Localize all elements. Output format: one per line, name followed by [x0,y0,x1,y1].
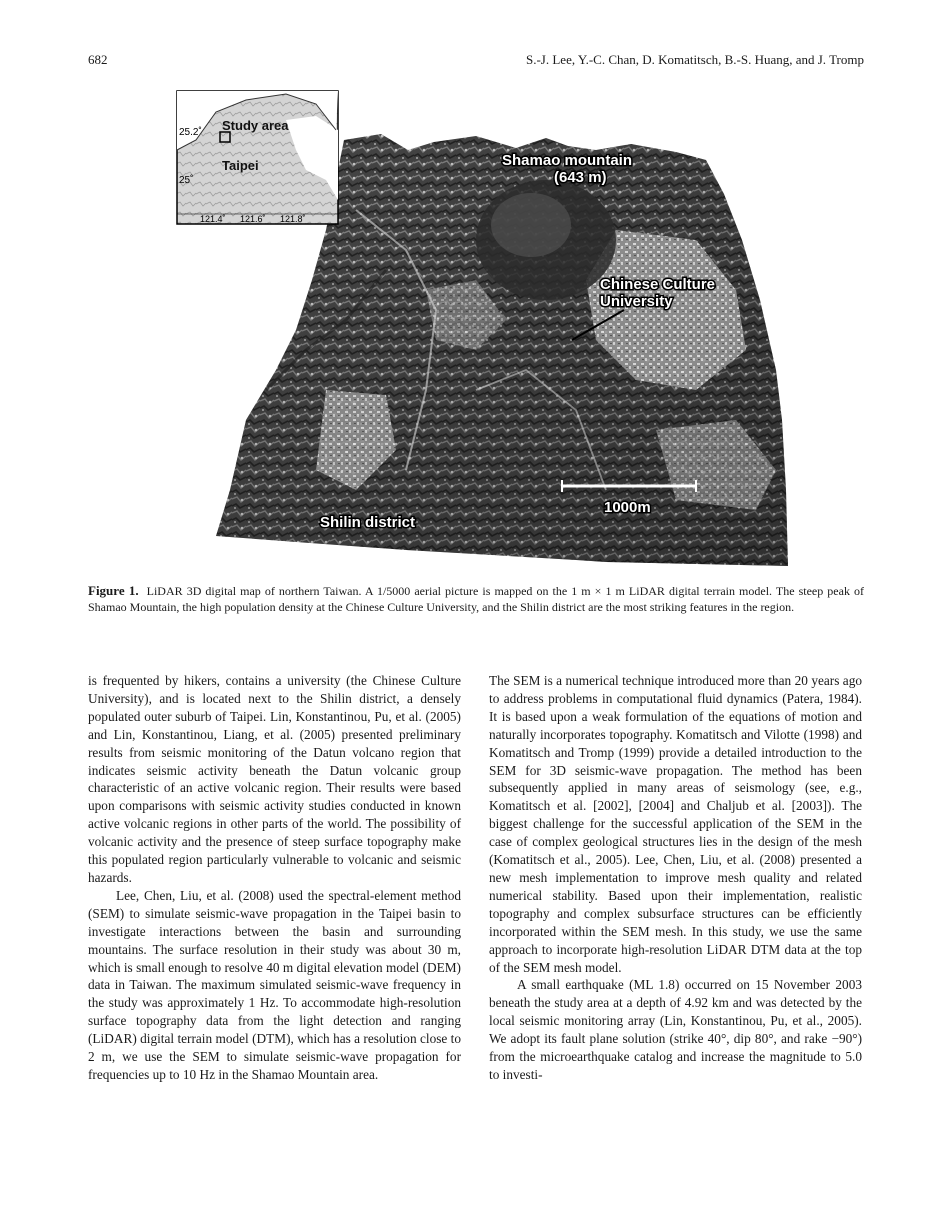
inset-study-area-label: Study area [222,118,289,133]
paragraph-right-2: A small earthquake (ML 1.8) occurred on 15 November 2003 beneath the study area at a depth of 4.92 km and was detected by the local seismic monitoring array (Lin, Konstantinou, Pu, et al., 2005). We adopt its fault plane solution (strike 40°, dip 80°, and rake −90°) from the microearthquake catalog and increase the magnitude to 5.0 to investi- [489,977,862,1082]
page-header [88,52,864,70]
figure-1 [176,90,788,570]
body-column-right [489,672,862,1084]
paragraph-left-2: Lee, Chen, Liu, et al. (2008) used the spectral-element method (SEM) to simulate seismic-wave propagation in the Taipei basin to investigate interactions between the basin and surrounding mountains. The surface resolution in their study was about 30 m, which is small enough to resolve 40 m digital elevation model (DEM) data in Taiwan. The maximum simulated seismic-wave frequency in the study was approximately 1 Hz. To accommodate high-resolution surface topography data from the light detection and ranging (LiDAR) digital terrain model (DTM), which has a resolution close to 2 m, we use the SEM to simulate seismic-wave propagation for frequencies up to 10 Hz in the Shamao Mountain area. [88,887,461,1082]
shilin-district-label: Shilin district [320,514,416,531]
ccu-label-line2: University [600,293,673,310]
ccu-label-line1: Chinese Culture [600,276,716,293]
running-head-authors: S.-J. Lee, Y.-C. Chan, D. Komatitsch, B.-S. Huang, and J. Tromp [526,52,864,67]
inset-lon-121-8: 121.8˚ [280,214,306,224]
lidar-terrain-figure [176,90,788,570]
figure-caption [88,583,864,615]
scale-bar-label: 1000m [604,499,651,516]
figure-caption-label: Figure 1. [88,583,139,598]
inset-taipei-label: Taipei [222,158,259,173]
inset-map [177,91,338,224]
paragraph-left-1: is frequented by hikers, contains a university (the Chinese Culture University), and is located next to the Shilin district, a densely populated outer suburb of Taipei. Lin, Konstantinou, Pu, et al. (2005) and Lin, Konstantinou, Liang, et al. (2005) presented preliminary results from seismic monitoring of the Datun volcano region that indicates seismic activity beneath the Datun volcanic group characteristic of an active volcanic region. Their results were based upon comparisons with seismic activity studies conducted in known active volcanic regions in other parts of the world. The possibility of volcanic activity and the presence of steep surface topography make this populated region particularly vulnerable to volcanic and seismic hazards. [88,673,461,885]
shamao-mountain-label: Shamao mountain [502,152,633,169]
paragraph-right-1: The SEM is a numerical technique introduced more than 20 years ago to address problems in computational fluid dynamics (Patera, 1984). It is based upon a weak formulation of the equations of motion and naturally incorporates topography. Komatitsch and Vilotte (1998) and Komatitsch and Tromp (1999) provide a detailed introduction to the SEM for 3D seismic-wave propagation. The method has been subsequently applied in many areas of seismology (see, e.g., Komatitsch et al. [2002], [2004] and Chaljub et al. [2003]). The biggest challenge for the successful application of the SEM in the case of complex geological structures lies in the design of the mesh (Komatitsch et al., 2005). Lee, Chen, Liu, et al. (2008) presented a new mesh implementation to improve mesh quality and related numerical stability. Based upon their implementation, realistic topography and complex subsurface structures can be efficiently incorporated within the SEM mesh. In this study, we use the same approach to incorporate high-resolution LiDAR DTM data at the top of the SEM mesh model. [489,673,862,975]
inset-lat-25-2: 25.2˚ [179,127,202,138]
shamao-elevation-label: (643 m) [554,169,607,186]
figure-caption-text: LiDAR 3D digital map of northern Taiwan. A 1/5000 aerial picture is mapped on the 1 m × 1 m LiDAR digital terrain model. The steep peak of Shamao Mountain, the high population density at the Chinese Culture University, and the Shilin district are the most striking features in the region. [88,584,864,614]
inset-lon-121-4: 121.4˚ [200,214,226,224]
inset-lon-121-6: 121.6˚ [240,214,266,224]
page-number: 682 [88,52,108,67]
inset-lat-25: 25˚ [179,175,194,186]
body-column-left [88,672,461,1084]
